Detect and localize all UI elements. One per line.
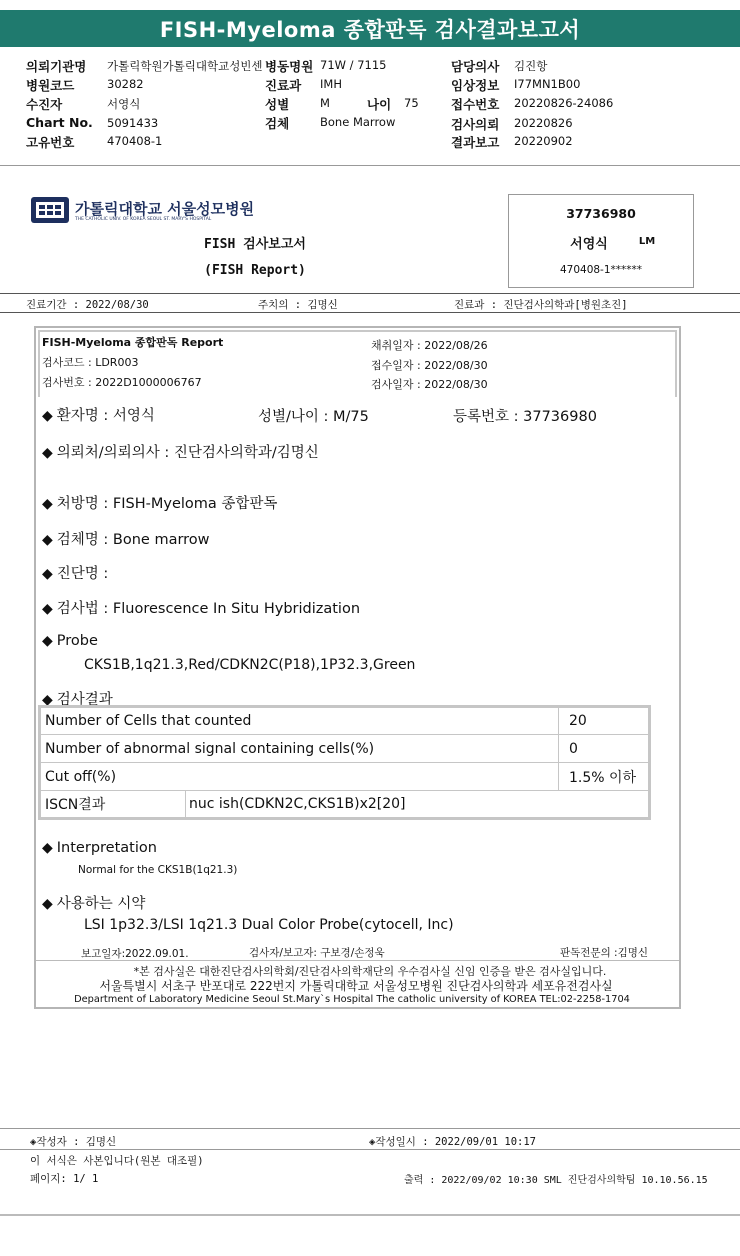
writer: ◈작성자 : 김명신 [30,1136,117,1148]
reviewer: 판독전문의 :김명신 [560,947,649,959]
hospital-code-label: 병원코드 [26,78,75,93]
specimen-item [42,528,210,549]
probe-value: CKS1B,1q21.3,Red/CDKN2C(P18),1P32.3,Green [84,657,416,673]
test-number: 검사번호 : 2022D1000006767 [42,376,202,389]
reagent-value: LSI 1p32.3/LSI 1q21.3 Dual Color Probe(cytocell, Inc) [84,917,454,933]
probe-item [42,633,98,649]
recipient-label: 수진자 [26,97,63,112]
method-item [42,597,360,618]
table-row [40,763,650,791]
printed-info: 출력 : 2022/09/02 10:30 SML 진단검사의학팀 10.10.56.15 [404,1175,708,1186]
receipt-label: 접수번호 [451,97,500,112]
patient-id-masked: 470408-1****** [559,264,643,276]
footer-mid-line [0,1149,740,1150]
hospital-code-value: 30282 [107,77,144,91]
doctor-value: 김진항 [514,59,548,73]
bullet-diamond-icon: ◆ [42,408,53,424]
sex-value: M [320,96,330,110]
collect-date: 채취일자 : 2022/08/26 [371,339,488,352]
visit-period: 진료기간 : 2022/08/30 [26,299,149,311]
specimen-text: 검체명 : Bone marrow [56,532,210,548]
age-value: 75 [404,96,419,110]
specimen-value: Bone Marrow [320,115,396,129]
iscn-label: ISCN결과 [40,791,186,819]
visit-bottom-line [0,312,740,313]
institution-value: 가톨릭학원가톨릭대학교성빈센 [107,59,263,73]
patient-reg-no: 37736980 [566,206,636,221]
bullet-diamond-icon: ◆ [42,532,53,548]
reg-no-text: 등록번호 : 37736980 [453,409,597,425]
ward-label: 병동명원 [265,59,314,74]
specimen-label: 검체 [265,116,290,131]
interpretation-label: Interpretation [56,840,157,856]
table-cell-value: 0 [558,735,649,763]
report-date: 보고일자:2022.09.01. [81,948,189,960]
test-date: 검사일자 : 2022/08/30 [371,378,488,391]
receipt-value: 20220826-24086 [514,96,614,110]
prescription-text: 처방명 : FISH-Myeloma 종합판독 [56,496,278,512]
copy-note: 이 서식은 사본입니다(원본 대조필) [30,1155,204,1167]
interpretation-value: Normal for the CKS1B(1q21.3) [78,864,238,876]
footer-top-line [0,1128,740,1129]
report-title-ko: FISH 검사보고서 [204,237,306,252]
table-row [40,791,650,819]
report-date-value: 20220902 [514,134,573,148]
request-label: 검사의뢰 [451,117,500,132]
reporters: 검사자/보고자: 구보경/손정욱 [249,947,385,959]
lab-department-en: Department of Laboratory Medicine Seoul St.Mary`s Hospital The catholic university of KOREA TEL:02-2258-1704 [74,994,630,1005]
dept-label: 진료과 [265,78,302,93]
table-cell-label: Number of Cells that counted [40,707,559,735]
prescription-item [42,492,277,513]
patient-name: 서영식 [570,237,608,252]
iscn-value: nuc ish(CDKN2C,CKS1B)x2[20] [186,791,650,819]
patient-id-box [508,194,694,288]
referral-item [42,441,319,462]
patient-ward-code: LM [638,236,656,247]
report-title-en: (FISH Report) [204,263,306,278]
probe-label: Probe [56,633,98,649]
ward-value: 71W / 7115 [320,58,387,72]
clinical-value: I77MN1B00 [514,77,581,91]
hospital-subtitle: THE CATHOLIC UNIV. OF KOREA SEOUL ST. MARY'S HOSPITAL [75,217,212,222]
table-row [40,707,650,735]
doctor-label: 담당의사 [451,59,500,74]
bullet-diamond-icon: ◆ [42,633,53,649]
recipient-value: 서영식 [107,97,141,111]
institution-label: 의뢰기관명 [26,59,87,74]
bullet-diamond-icon: ◆ [42,601,53,617]
request-value: 20220826 [514,116,573,130]
page-bottom-line [0,1214,740,1216]
bullet-diamond-icon: ◆ [42,445,53,461]
certification-note: *본 검사실은 대한진단검사의학회/진단검사의학재단의 우수검사실 신임 인증을 받은 검사실입니다. [133,965,607,978]
page-indicator: 페이지: 1/ 1 [30,1173,99,1185]
sex-age-text: 성별/나이 : M/75 [258,409,369,425]
unique-label: 고유번호 [26,135,75,150]
unique-value: 470408-1 [107,134,163,148]
report-name: FISH-Myeloma 종합판독 Report [42,336,224,349]
test-code: 검사코드 : LDR003 [42,356,139,369]
table-cell-value: 20 [558,707,649,735]
hospital-name: 가톨릭대학교 서울성모병원 [75,200,255,218]
report-title-bar [0,10,740,47]
age-label: 나이 [367,97,392,112]
table-row [40,735,650,763]
bullet-diamond-icon: ◆ [42,840,53,856]
diagnosis-item [42,562,108,583]
chart-value: 5091433 [107,116,159,130]
header-divider [0,165,740,166]
diagnosis-text: 진단명 : [56,566,109,582]
chart-label: Chart No. [26,115,93,130]
visit-dept: 진료과 : 진단검사의학과[병원초진] [454,299,628,311]
hospital-emblem-icon [30,196,70,224]
lab-address: 서울특별시 서초구 반포대로 222번지 가톨릭대학교 서울성모병원 진단검사의학과 세포유전검사실 [99,979,613,993]
result-label: 검사결과 [56,692,113,708]
receive-date: 접수일자 : 2022/08/30 [371,359,488,372]
visit-top-line [0,293,740,294]
clinical-label: 임상정보 [451,78,500,93]
bullet-diamond-icon: ◆ [42,896,53,912]
bullet-diamond-icon: ◆ [42,496,53,512]
method-text: 검사법 : Fluorescence In Situ Hybridization [56,601,361,617]
interpretation-item [42,840,157,856]
patient-name-text: 환자명 : 서영식 [56,408,155,424]
report-date-label: 결과보고 [451,135,500,150]
patient-name-item [42,404,155,425]
table-cell-label: Number of abnormal signal containing cells(%) [40,735,559,763]
visit-attending: 주치의 : 김명신 [258,299,338,311]
sex-label: 성별 [265,97,290,112]
result-table [38,705,651,820]
bullet-diamond-icon: ◆ [42,692,53,708]
bullet-diamond-icon: ◆ [42,566,53,582]
reagent-item [42,892,145,913]
hospital-logo [30,196,255,226]
reagent-label: 사용하는 시약 [56,896,146,912]
written-at: ◈작성일시 : 2022/09/01 10:17 [369,1136,537,1148]
referral-text: 의뢰처/의뢰의사 : 진단검사의학과/김명신 [56,445,319,461]
dept-value: IMH [320,77,342,91]
table-cell-label: Cut off(%) [40,763,559,791]
table-cell-value: 1.5% 이하 [558,763,649,791]
report-footer-divider [36,960,679,961]
report-title: FISH-Myeloma 종합판독 검사결과보고서 [159,17,581,42]
